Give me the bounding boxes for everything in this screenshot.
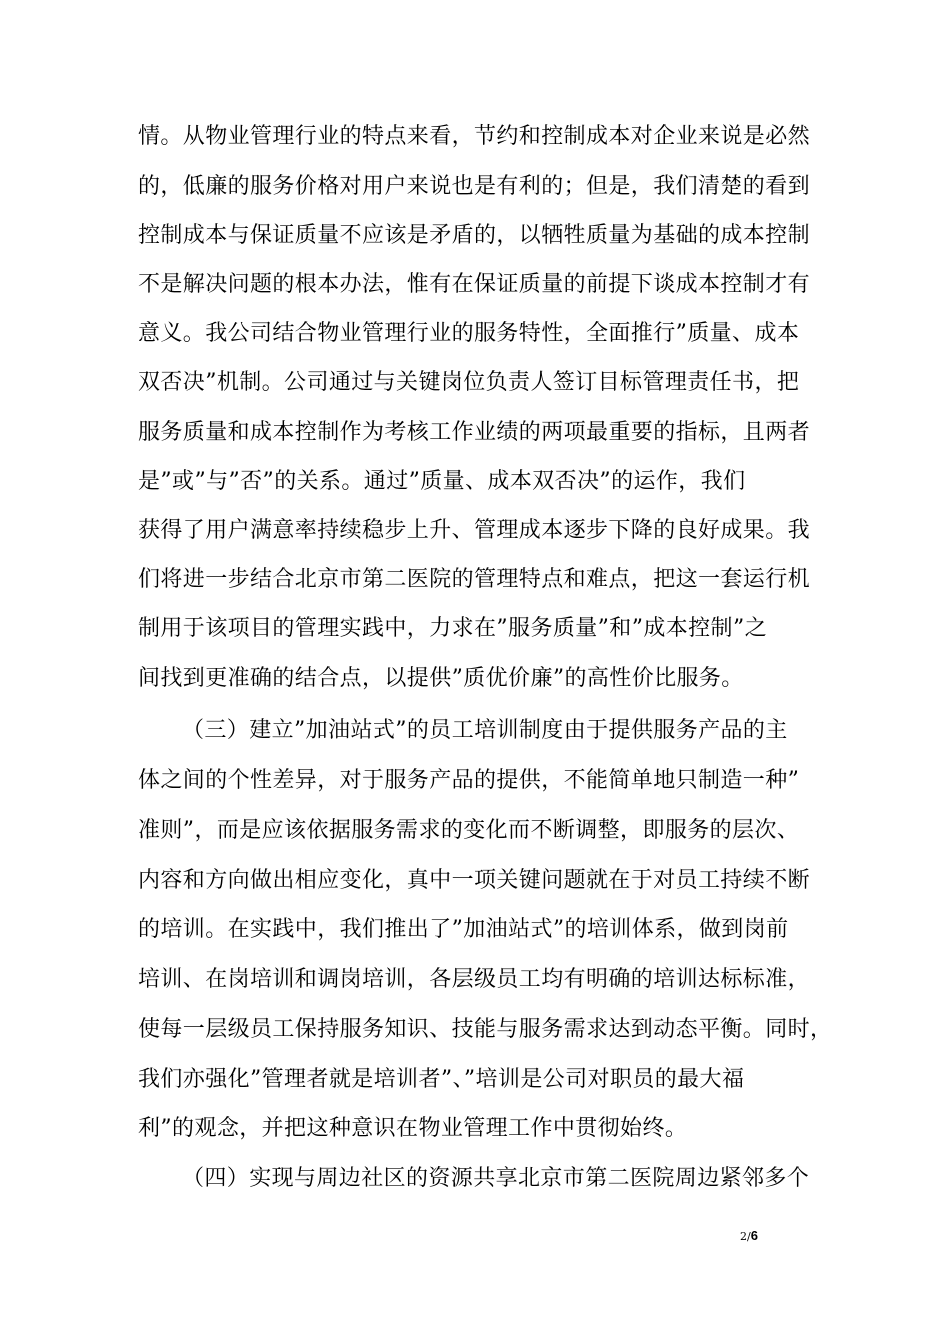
text-line: 我们亦强化”管理者就是培训者”、”培训是公司对职员的最大福 [138,1067,745,1092]
text-line: 的培训。在实践中，我们推出了”加油站式”的培训体系，做到岗前 [138,917,789,942]
text-line: 培训、在岗培训和调岗培训，各层级员工均有明确的培训达标标准， [138,967,811,992]
text-line: 体之间的个性差异，对于服务产品的提供，不能简单地只制造一种” [138,768,800,793]
text-line: 获得了用户满意率持续稳步上升、管理成本逐步下降的良好成果。我 [138,518,811,543]
page-number [740,1228,758,1245]
text-line: 是”或”与”否”的关系。通过”质量、成本双否决”的运作，我们 [138,469,746,494]
paragraph-heading-line: （三）建立”加油站式”的员工培训制度由于提供服务产品的主 [182,718,788,743]
text-line: 不是解决问题的根本办法，惟有在保证质量的前提下谈成本控制才有 [138,272,811,297]
text-line: 们将进一步结合北京市第二医院的管理特点和难点，把这一套运行机 [138,567,811,592]
text-line: 使每一层级员工保持服务知识、技能与服务需求达到动态平衡。同时， [138,1017,833,1042]
text-line: 利”的观念，并把这种意识在物业管理工作中贯彻始终。 [138,1116,688,1141]
text-line: 控制成本与保证质量不应该是矛盾的，以牺牲质量为基础的成本控制 [138,223,811,248]
text-line: 准则”，而是应该依据服务需求的变化而不断调整，即服务的层次、 [138,818,800,843]
text-line: 意义。我公司结合物业管理行业的服务特性，全面推行”质量、成本 [138,321,800,346]
text-line: 服务质量和成本控制作为考核工作业绩的两项最重要的指标，且两者 [138,420,811,445]
text-line: 内容和方向做出相应变化，真中一项关键问题就在于对员工持续不断 [138,868,811,893]
text-line: 双否决”机制。公司通过与关键岗位负责人签订目标管理责任书，把 [138,370,800,395]
page-total: 6 [750,1228,758,1243]
text-line: 的，低廉的服务价格对用户来说也是有利的；但是，我们清楚的看到 [138,174,811,199]
page-current: 2/ [740,1230,751,1243]
paragraph-heading-line: （四）实现与周边社区的资源共享北京市第二医院周边紧邻多个 [182,1166,810,1191]
text-line: 制用于该项目的管理实践中，力求在”服务质量”和”成本控制”之 [138,616,767,641]
text-line: 间找到更准确的结合点，以提供”质优价廉”的高性价比服务。 [138,666,744,691]
text-line: 情。从物业管理行业的特点来看，节约和控制成本对企业来说是必然 [138,124,811,149]
